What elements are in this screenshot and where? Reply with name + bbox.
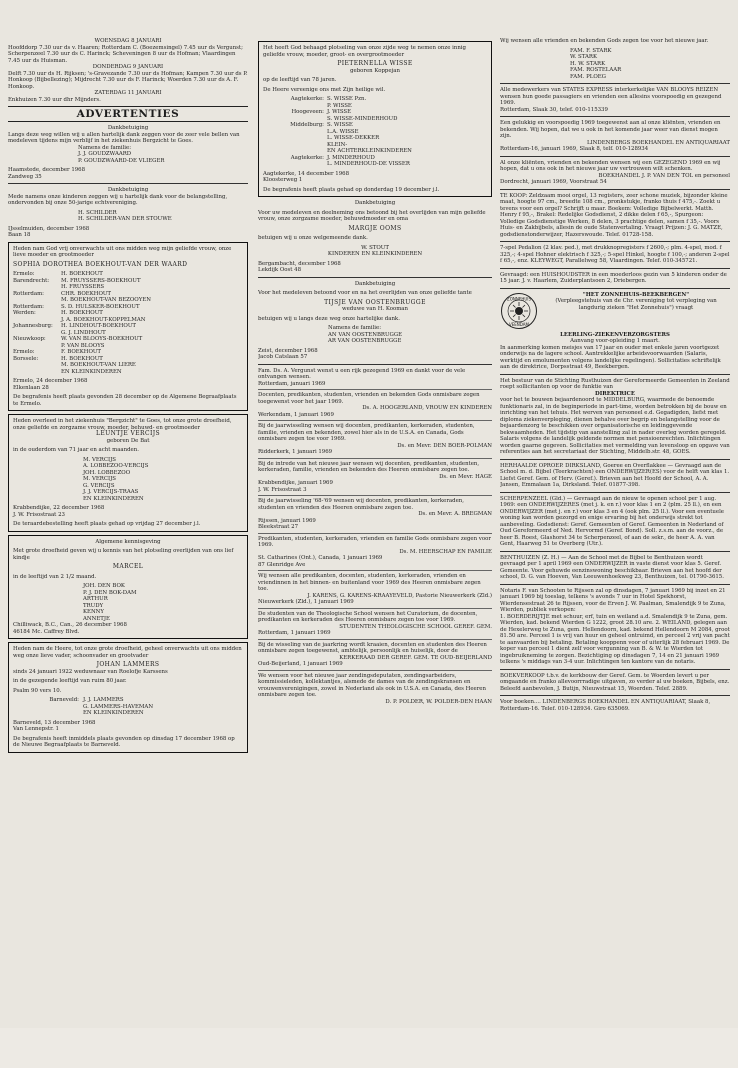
family-name: EN KLEINKINDEREN — [83, 710, 144, 716]
notice-name: H. SCHILDER — [78, 209, 117, 216]
ad-text: HERHAALDE OPROEP. DIRKSLAND, Goeree en Overflakkee — Gevraagd aan de School m. d. Bijbel (Teerkrachten) een ONDERWIJZER(ES) voor de helft van klas 1. Liefst Geref. Gem. of Herv. (Geref.). Brieven aan het Hoofd der School, A. A. Jansen, Emmalaan 1a, Dirksland. Telef. 01877-398. — [500, 462, 730, 488]
ad-sign: Ds. M. HEERSCHAP EN FAMILIE — [399, 548, 492, 555]
notice-burial: De begrafenis heeft plaats gehad op donderdag 19 december j.l. — [263, 186, 440, 193]
family-place: Werden: — [13, 310, 36, 316]
notice-name: KINDEREN EN KLEINKINDEREN — [327, 251, 423, 257]
ad-heading: "HET ZONNEHUIS-BEEKBERGEN" — [582, 291, 690, 298]
family-name: FAM. PLOEG — [570, 73, 606, 80]
ad-lindenbergs — [500, 120, 730, 153]
new-year-wishes — [258, 368, 492, 706]
notice-name: W. STOUT — [361, 244, 389, 251]
family-name: G. VERCIJS — [83, 482, 115, 489]
thanks-notice-goudzwaard — [8, 125, 248, 180]
family-name: H. BOEKHOUT — [61, 271, 103, 277]
notice-place: IJsselmuiden, december 1968 — [8, 225, 90, 232]
family-name: W. STARK — [570, 54, 597, 60]
notice-title: Dankbetuiging — [354, 280, 396, 287]
family-name: H. BOEKHOUT — [61, 310, 103, 316]
ad-sign: Ds. en Mevr. HAGE — [439, 473, 492, 480]
death-notice-vercijs — [8, 414, 248, 532]
family-name: A. LOBBEZOO-VERCIJS — [83, 463, 149, 469]
ad-sign: J. KARENS, G. KARENS-KRAAYEVELD, Pastorie Nieuwerkerk (Zld.) — [307, 592, 492, 599]
family-name: FAM. F. STARK — [570, 47, 612, 54]
ad-text: BOEKVERKOOP t.b.v. de kerkbouw der Geref. Gem. te Woerden levert u per omgaande en franko allevoorrradige uitgaven, zo verder al uw boeken, Bijbels, enz. Beleefd aanbevolen, J. Butijn, Nieuwstraat 15, Woerden. Telef. 2889. — [500, 672, 730, 692]
deceased-name: LEUNTJE VERCIJS — [95, 430, 161, 437]
notice-name: AN VAN OOSTENBRUGGE — [328, 331, 403, 338]
deceased-age: op de leeftijd van 78 jaren. — [263, 77, 337, 83]
deceased-name: SOPHIA DOROTHEA BOEKHOUT-VAN DER WAARD — [13, 260, 188, 268]
death-notice-marcel — [8, 535, 248, 640]
ad-place: Rotterdam, januari 1969 — [258, 380, 326, 387]
ad-place: St. Catharines (Ont.), Canada, 1 januari 1969 — [258, 555, 383, 561]
family-name: L. MINDERHOUD-DE VISSER — [327, 161, 410, 167]
family-place: Hoogeveen: — [291, 109, 324, 115]
family-name: J. MINDERHOUD — [327, 154, 375, 161]
family-name: S. WISSE — [327, 122, 353, 128]
deceased-name: MARCEL — [112, 563, 144, 570]
ad-zonnehuis — [500, 292, 730, 371]
ad-benthuizen — [500, 555, 730, 581]
wish-ad — [258, 368, 492, 388]
notice-place: Zeist, december 1968 — [258, 347, 318, 354]
ad-text: Docenten, predikanten, studenten, vrienden en bekenden Gods onmisbare zegen toegewenst voor het jaar 1969. — [258, 392, 480, 405]
deceased-sub: weduwe van H. Kooman — [342, 306, 408, 312]
notice-name: H. SCHILDER-VAN DER STOUWE — [78, 216, 172, 222]
seal-bottom-text: VEENDAM — [509, 321, 529, 327]
wish-ad — [258, 423, 492, 456]
ad-huishoudster — [500, 272, 730, 285]
notice-intro: Heden nam de Heere, tot onze grote droefheid, geheel onverwachts uit ons midden weg onze lieve vader, schoonvader en grootvader — [13, 646, 242, 659]
notice-text: Voor uw medeleven en deelneming ons betoond bij het overlijden van mijn geliefde vrouw, onze zorgzame moeder, behuwdmoeder en oma — [258, 209, 486, 222]
ad-place: Rijssen, januari 1969 — [258, 517, 316, 524]
family-name: L.A. WISSE — [327, 128, 359, 135]
schedule-day: WOENSDAG 8 JANUARI — [94, 38, 162, 44]
family-place: Rotterdam: — [13, 303, 44, 310]
thanks-notice-ooms — [258, 200, 492, 274]
ad-boekverkoop — [500, 673, 730, 693]
notice-by: Namens de familie: — [328, 325, 382, 331]
ad-addr: Dordrecht, januari 1969, Voorstraat 54 — [500, 179, 607, 185]
ad-sign: LINDENBERGS BOEKHANDEL EN ANTIQUARIAAT — [586, 139, 730, 146]
wish-ad — [258, 611, 492, 637]
family-place: Borssele: — [13, 355, 39, 362]
family-name: TRUDY — [83, 602, 104, 609]
death-notice-wisse — [258, 41, 492, 197]
notice-addr: J. W. Frisostraat 23 — [13, 511, 65, 518]
family-name: JOH. DEN BOK — [83, 583, 125, 589]
notice-addr: Van Lennepstr. 1 — [13, 726, 59, 732]
notice-name: AR VAN OOSTENBRUGGE — [328, 338, 402, 344]
notice-name: P. GOUDZWAARD-DE VLIEGER — [78, 157, 165, 164]
ad-place: Oud-Beijerland, 1 januari 1969 — [258, 661, 343, 667]
family-place — [281, 161, 327, 168]
death-notice-boekhout — [8, 242, 248, 412]
ad-text: voor het te bouwen bejaardenoord te MIDDELBURG, waarmede de benoemde funktionaris zal, in de beginperiode in part-time, worden betrokken bij de bouw en inrichting van het tehuis. Het werven van personeel e.d. Gegadigden, liefst met diploma ziekenverpleging, dienen behalve over begrip en belangstelling voor de bejaardenzorg te beschikken over organisatorische en leidinggevende bekwaamheden. Het tijdstip van aanstelling zal in nader overleg worden geregeld. Salaris volgens de landelijk geldende normen met pensioenrechten. Inlichtingen worden gaarne gegeven. Sollicitaties met vermelding van levensloop en opgave van referenties aan het secretariaat der Stichting, Middelb.str. 48, GOES. — [500, 397, 730, 455]
ad-sign: Ds. en Mevr. A. BREGMAN — [418, 511, 492, 517]
ad-place: Ridderkerk, 1 januari 1969 — [258, 449, 333, 455]
ad-text: 1. BOERDERIJTJE met schuur, erf, tuin en weiland a.d. Smalendijk 9 te Zuna, gem. Wierden, kad. bekend Wierden G 1222, groot 28.10 are. 2. WEILAND, gelegen aan de Hexelerweg te Zuna, gem. Hellendoorn, kad. bekend Hellendoorn M 2084, groot 81.50 are. Perceel 1 is vrij van huur en geheel ontruimd, en perceel 2 vrij van pacht te aanvaarden bij betaling. Betaling kooppenn voor of uiterlijk 28 februari 1969. De koper van perceel 1 dient zelf voor vergunning van B. & W. te Wierden tot ingebruikneming te zorgen. Bezichtiging op dinsdagen 7, 14 en 21 januari 1969 telkens 's middags van 3-4 uur. Inlichtingen ten kantore van de notaris. — [500, 613, 730, 665]
ad-addr: Rotterdam, Slaak 30, telef. 010-115339 — [500, 106, 608, 113]
family-name: J. WISSE — [327, 109, 352, 115]
ad-text: Predikanten, studenten, kerkeraden, vrienden en familie Gods onmisbare zegen voor 1969. — [258, 535, 491, 548]
family-name: EN KLEINKINDEREN — [61, 368, 122, 375]
notice-text: Voor het medeleven betoond voor en na het overlijden van onze geliefde tante — [258, 290, 472, 296]
ad-text: Het bestuur van de Stichting Rusthuizen der Gereformeerde Gemeenten in Zeeland roept sollicitanten op voor de funktie van — [500, 377, 730, 390]
family-name: H. W. STARK — [570, 60, 606, 67]
notice-addr: Zandweg 35 — [8, 173, 42, 180]
ad-addr: Rotterdam-16, januari 1969, Slaak 8, telf. 010-128934 — [500, 146, 649, 152]
notice-name: J. J. GOUDZWAARD — [78, 151, 132, 157]
family-name: M. BOEKHOUT-VAN LIERE — [61, 362, 136, 368]
notice-addr: Kloosterweg 1 — [263, 177, 303, 183]
notice-intro: Met grote droefheid geven wij u kennis van het plotseling overlijden van ons lief kindje — [13, 548, 234, 561]
ad-sign: Ds. en Mevr. DEN BOER-POLMAN — [397, 442, 492, 449]
ad-place: Nieuwerkerk (Zld.), 1 januari 1969 — [258, 599, 354, 605]
family-name: S. WISSE Pzn. — [327, 96, 367, 102]
notice-addr: Elkenlaan 28 — [13, 384, 49, 391]
ad-text: Gevraagd: een HUISHOUDSTER in een moederloos gezin van 5 kinderen onder de 15 jaar. J. v. Haarlem, Zuiderplantsoen 2, Driebergen. — [500, 271, 727, 284]
ad-addr: J. W. Frisostraat 3 — [258, 486, 307, 493]
family-name: H. BOEKHOUT — [61, 355, 103, 362]
family-name: G. LAMMERS-HAVEMAN — [83, 703, 154, 710]
deceased-age: in de leeftijd van 2 1/2 maand. — [13, 573, 97, 580]
ad-text: Al onze kliënten, vrienden en bekenden wensen wij een GEZEGEND 1969 en wij hopen, dat u ons ook in het nieuwe jaar uw vertrouwen wilt schenken. — [500, 159, 721, 172]
ad-text: In aanmerking komen meisjes van 17 jaar en ouder met enkele jaren voortgezet onderwijs na de lagere school. Aantrekkelijke arbeidsvoorwaarden (Salaris, werktijd en emolumenten volgens landelijke regelingen). Sollicitaties schriftelijk aan de direktrice, Dorpsstraat 49, Beekbergen. — [500, 344, 721, 370]
thanks-notice-schilder — [8, 187, 248, 239]
family-name: M. FRUYSSERS-BOEKHOUT — [61, 277, 141, 284]
notice-text: betuigen wij u langs deze weg onze hartelijke dank. — [258, 315, 400, 322]
ad-sign: BOEKHANDEL J. P. VAN DEN TOL en personeel — [598, 172, 730, 179]
schedule-text: Hoofddorp 7.30 uur ds v. Haaren; Rotterdam C. (Boezemsingel) 7.45 uur ds Vergunst; Scherpenzeel 7.30 uur ds C. Harinck; Scheveningen 8 uur ds Hofman; Vlaardingen 7.45 uur ds Huisman. — [8, 44, 243, 64]
family-name: J. J. LAMMERS — [83, 697, 124, 703]
family-name: KLEIN- — [327, 141, 348, 148]
ad-text: BENTHUIZEN (Z. H.) — Aan de School met de Bijbel te Benthuizen wordt gevraagd per 1 april 1969 een ONDERWIJZER in vaste dienst voor klas 5. Geref. Gemeente. Voor gehuwde eenzinswoning beschikbaar. Brieven aan het hoofd der school, D. G. van Hoeven, Van Leeuwenhoekweg 23, Benthuizen, tel. 01790-3615. — [500, 554, 724, 580]
ad-text: Bij de intrede van het nieuwe jaar wensen wij docenten, predikanten, studenten, kerkeraden, familie, vrienden en bekenden des Heeren onmisbare zegen toe. — [258, 460, 480, 473]
notice-addr: Jacob Catslaan 57 — [258, 354, 308, 360]
ad-text: Bij de wisseling van de jaarkring wordt kraaien, docenten en studenten des Heeren onmisbare zegen toegewenst, ambtelijk, persoonlijk en huiselijk, door de — [258, 641, 487, 654]
notice-burial: De begrafenis heeft plaats gevonden 28 december op de Algemene Begraafplaats te Ermelo. — [13, 394, 237, 407]
column-right — [500, 38, 730, 1020]
wish-ad — [258, 392, 492, 418]
ad-text: We wensen voor het nieuwe jaar zendingsdeputaten, zendingsarbeiders, kommissieleden, kollektantjes, alsmede de dames van de zendingskransen en vrouwenverenigingen, zowel in Nederland als ook in U.S.A. en Canada, des Heeren onmisbare zegen toe. — [258, 672, 486, 698]
family-name: H. LINDHOUT-BOEKHOUT — [61, 323, 136, 329]
ad-text: 7-spel Pedalion (2 klav. ped.), met drukknopregisters f 2600,-; plm. 4-spel, mod. f 325,-; 4-spel Hohner elektrisch f 325,-; 5-spel Hinkel, hoogte f 100,-; anderen 2-spel f 65,-, enz. KLEYWEGT, Parallelweg 58, Vlaardingen. Telef. 010-345721. — [500, 245, 730, 264]
ad-orgel-te-koop — [500, 193, 730, 239]
notice-place: Aagtekerke, 14 december 1968 — [263, 170, 350, 177]
family-name: ANNETJE — [83, 615, 110, 622]
notice-by: Namens de familie: — [78, 144, 132, 151]
death-notice-lammers — [8, 642, 248, 753]
ad-text: TE KOOP: Zeldzaam mooi orgel, 13 registers, zeer schone muziek, bijzonder kleine maat, hoogte 97 cm., breedte 108 cm., pronkstukje, franko thuis f 475,-. Zoekt u tevens voor een orgel? Schrijft u maar. Boekem: Volledige Bijbelwerkt. Matth. Henry f 95,-, Brakel: Redelijke Godsdienst, 2 dikke delen f 65,-, Spurgeon: Volledige Godsdienstige Werken, 8 delen, 3 prachtige delen, samen f 35,-. Voors Huis- en Zakbijbels, allesin de oude Statenvertaling. Vraagt Prijzen: J. G. MATZE, godsdienstonderwijzer, Hazerswoude. Telef. 01728-158. — [500, 192, 728, 238]
ad-sign: STUDENTEN THEOLOGISCHE SCHOOL GEREF. GEM. — [339, 623, 492, 630]
ad-text: Alle medewerkers van STATES EXPRESS interkerkelijke VAN BLOOYS REIZEN wensen hun goede passagiers en vrienden een allesins voorspoedig en gezegend 1969. — [500, 87, 722, 106]
ad-text: SCHERPENZEEL (Gld.) — Gevraagd aan de nieuw te openen school per 1 aug. 1969: een ONDERWIJZERES (met j. k. en r.) voor klas 1 en 2 (plm. 25 ll.), en een ONDERWIJZER (met j. en r.) voor klas 3 en 4 (ook plm. 25 ll.). Voor een eventuele woning kan worden gezorgd en enige ervaring bij het onderwijs strekt tot aanbeveling. Godsdienst: Geref. Gemeenten of Geref. Gemeenten in Nederland of Oud Gereformeerd of Ned. Hervormd (Geref. Bond). Soll. z.s.m. aan de voorz., de heer B. Roest, Glashorst 34 te Scherpenzeel, of aan de sekr., de heer A. A. van Gent, Haarweg 51 te Overberg (Utr.). — [500, 495, 724, 547]
schedule-text: Enkhuizen 7.30 uur dhr Mijnders. — [8, 96, 101, 103]
family-name: JOH. LOBBEZOO — [83, 469, 131, 476]
ad-sign: KERKERAAD DER GEREF. GEM. TE OUD-BEIJERLAND — [339, 654, 492, 661]
ad-text: De studenten van de Theologische School wensen het Curatorium, de docenten, predikanten en kerkeraden des Heeren onmisbare zegen toe voor 1969. — [258, 610, 478, 623]
ad-text: Fam. Ds. A. Vergunst wenst u een rijk gezegend 1969 en dankt voor de vele ontvangen wensen. — [258, 367, 466, 380]
notice-title: Algemene kennisgeving — [95, 538, 161, 545]
family-name: S. D. HULSKER-BOEKHOUT — [61, 303, 140, 310]
ad-pedalion — [500, 245, 730, 265]
ad-sign: D. P. POLDER, W. POLDER-DEN HAAN — [385, 698, 492, 705]
seal-top-text: ZONNEHUIS — [506, 296, 532, 301]
ad-text: Bij de jaarwisseling '68-'69 wensen wij docenten, predikanten, kerkeraden, studenten en vrienden des Heeren onmisbare zegen toe. — [258, 498, 464, 511]
deceased-born: geboren Koppejan — [350, 67, 400, 74]
deceased-name: PIETERNELLA WISSE — [337, 60, 413, 67]
ad-place: Rotterdam, 1 januari 1969 — [258, 630, 331, 636]
notice-title: Dankbetuiging — [354, 200, 396, 206]
family-name: S. WISSE-MINDERHOUD — [327, 115, 398, 122]
ad-lindenbergs-boeken — [500, 699, 730, 712]
notice-text: Langs deze weg willen wij u allen hartelijk dank zeggen voor de zeer vele bellen van medeleven tijdens mijn verblijf in het ziekenhuis Bergzicht te Goes. — [8, 131, 240, 144]
family-name: M. VERCIJS — [83, 476, 116, 482]
notice-title: Dankbetuiging — [107, 125, 149, 131]
ad-notaris — [500, 588, 730, 666]
family-name: M. VERCIJS — [83, 456, 116, 463]
family-place: Johannesburg: — [13, 323, 53, 329]
family-name: P. VAN BLOOYS — [61, 342, 105, 349]
family-name: CHR. BOEKHOUT — [61, 290, 112, 297]
church-schedule — [8, 38, 248, 103]
ad-place: Krabbendijke, januari 1969 — [258, 480, 333, 486]
deceased-name: MARGJE OOMS — [348, 224, 402, 232]
ad-text: Voor boeken.... LINDENBERGS BOEKHANDEL EN ANTIQUARIAAT, Slaak 8, Rotterdam-16. Telef. 010-128934. Giro 635069. — [500, 699, 711, 712]
ad-rusthuizen-direktrice — [500, 378, 730, 456]
notice-place: Barneveld, 13 december 1968 — [13, 719, 96, 726]
family-place: Barneveld: — [49, 697, 79, 703]
notice-title: Dankbetuiging — [107, 187, 149, 193]
ad-heading: LEERLING-ZIEKENVERZORGSTERS — [560, 331, 670, 338]
ad-text: Notaris F. van Schooten te Rijssen zal op dinsdagen, 7 januari 1969 bij inzet en 21 januari 1969 bij toeslag, telkens 's avonds 7 uur in Hotel Spekhorst, Wierdensestraat 26 te Rijssen, voor de Erven J. W. Paalman, Smalendijk 9 te Zuna, Wierden, publiek verkopen: — [500, 587, 726, 613]
family-place — [13, 369, 61, 376]
ad-heading: DIREKTRICE — [595, 390, 635, 397]
ad-states-express — [500, 87, 730, 113]
family-place: Rotterdam: — [13, 290, 44, 297]
notice-place: Ermelo, 24 december 1968 — [13, 378, 88, 384]
ad-text: Wij wensen alle vrienden en bekenden Gods zegen toe voor het nieuwe jaar. — [500, 38, 709, 44]
family-list — [263, 96, 487, 168]
family-name: L. WISSE-DEKKER — [327, 135, 380, 141]
wish-stark — [500, 38, 730, 80]
deceased-age: in de ouderdom van 71 jaar en acht maanden. — [13, 447, 139, 453]
notice-psalm: Psalm 90 vers 10. — [13, 687, 62, 694]
notice-place: Krabbendijke, 22 december 1968 — [13, 505, 105, 511]
page-bottom-margin — [0, 1028, 738, 1068]
column-left — [8, 38, 248, 1020]
family-name: FAM. ROSTELAAR — [570, 67, 622, 73]
notice-place: Haamstede, december 1968 — [8, 167, 86, 173]
notice-intro: Heden nam God vrij onverwachts uit ons midden weg mijn geliefde vrouw, onze lieve moeder en grootmoeder — [13, 245, 232, 258]
family-name: H. FRUYSSERS — [61, 284, 105, 290]
deceased-born: geboren De Bat — [106, 437, 150, 444]
family-name: ARTHUR — [83, 596, 108, 602]
ad-text: (Verpleegstehuis van de Chr. vereniging tot verpleging van langdurig zieken "Het Zonnehuis") vraagt — [555, 298, 717, 311]
notice-psalm: De Heere vereenige ons met Zijn heilige wil. — [263, 86, 386, 93]
family-name: J. A. BOEKHOUT-KOPPELMAN — [61, 316, 146, 323]
deceased-name: TIJSJE VAN OOSTENBRUGGE — [324, 298, 426, 306]
ad-van-den-tol — [500, 160, 730, 186]
notice-burial: De begrafenis heeft inmiddels plaats gevonden op dinsdag 17 december 1968 op de Nieuwe Begraafplaats te Barneveld. — [13, 735, 235, 748]
family-place: Aagtekerke: — [290, 96, 324, 102]
notice-addr: Baan 18 — [8, 232, 31, 238]
ad-place: Werkendam, 1 januari 1969 — [258, 411, 334, 418]
wish-ad — [258, 536, 492, 569]
notice-addr: Lekdijk Oost 48 — [258, 267, 302, 273]
advertenties-heading: ADVERTENTIES — [8, 106, 248, 122]
deceased-age: in de gezegende leeftijd van ruim 80 jaar. — [13, 678, 127, 684]
ad-text: Wij wensen alle predikanten, docenten, studenten, kerkeraden, vrienden en vriendinnen in het binnen- en buitenland voor 1969 des Heeren onmisbare zegen toe. — [258, 573, 481, 592]
deceased-sub: sinds 24 januari 1922 weduwnaar van Roelofje Karssens — [13, 668, 168, 675]
schedule-text: Delft 7.30 uur ds H. Rijksen; 's-Gravezande 7.30 uur ds Hofman; Kampen 7.30 uur ds P. Honkoop (Bijbellezing); Mijdrecht 7.30 uur ds F. Harinck; Woerden 7.30 uur ds A. F. Honkoop. — [8, 70, 248, 90]
family-place: Ermelo: — [13, 349, 35, 355]
notice-intro: Het heeft God behaagd plotseling van onze zijde weg te nemen onze innig geliefde vrouw, moeder, groot- en overgrootmoeder — [263, 45, 466, 58]
family-name: G. J. LINDHOUT — [61, 329, 106, 336]
family-name: EN ACHTERKLEINKINDEREN — [327, 148, 412, 154]
ad-text: Een gelukkig en voorspoedig 1969 toegewenst aan al onze kliënten, vrienden en bekenden. Wij hopen, dat we u ook in het komende jaar weer van dienst mogen zijn. — [500, 120, 721, 139]
wish-ad — [258, 642, 492, 668]
schedule-day: ZATERDAG 11 JANUARI — [94, 90, 162, 96]
ad-dirksland — [500, 463, 730, 489]
family-name: M. BOEKHOUT-VAN BEZOOYEN — [61, 297, 151, 303]
notice-place: Bergambacht, december 1968 — [258, 260, 341, 267]
family-name: F. BOEKHOUT — [61, 349, 102, 355]
notice-text: Mede namens onze kinderen zeggen wij u hartelijk dank voor de belangstelling, ondervonden bij onze 50-jarige echtvereniging. — [8, 193, 228, 206]
notice-place: Chilliwack, B.C., Can., 26 december 1968 — [13, 622, 127, 628]
wish-ad — [258, 498, 492, 531]
family-name: KENNY — [83, 609, 104, 615]
schedule-day: DONDERDAG 9 JANUARI — [92, 64, 164, 70]
ad-sign: Ds. A. HOOGERLAND, VROUW EN KINDEREN — [362, 405, 492, 411]
family-name: EN KLEINKINDEREN — [83, 495, 144, 502]
notice-addr: 46184 Mc. Caffrey Blvd. — [13, 628, 80, 635]
ad-scherpenzeel — [500, 496, 730, 548]
family-place: Nieuwkoop: — [13, 336, 46, 342]
family-place: Middelburg: — [290, 122, 324, 128]
family-place: Aagtekerke: — [290, 154, 324, 161]
ad-addr: 87 Glenridge Ave — [258, 561, 306, 568]
ad-text: Aanvang voor-opleiding 1 maart. — [570, 338, 660, 344]
thanks-notice-oostenbrugge — [258, 281, 492, 361]
ad-text: Bij de jaarwisseling wensen wij docenten, predikanten, kerkeraden, studenten, familie, vrienden en bekenden, zowel hier als in de U.S.A. en Canada, Gods onmisbare zegen toe voor 1969. — [258, 423, 475, 442]
wish-ad — [258, 673, 492, 706]
family-name: W. VAN BLOOYS-BOEKHOUT — [61, 336, 143, 342]
notice-text: betuigen wij u onze welgemeende dank. — [258, 235, 368, 241]
family-name: P. J. DEN BOK-DAM — [83, 589, 137, 596]
zonnehuis-seal-icon — [500, 292, 538, 330]
wish-ad — [258, 461, 492, 494]
family-list — [13, 271, 243, 375]
family-place: Barendrecht: — [13, 277, 50, 284]
family-name: J. J. VERCIJS-TRAAS — [83, 489, 139, 495]
wish-ad — [258, 573, 492, 606]
notice-burial: De teraardebestelling heeft plaats gehad op vrijdag 27 december j.l. — [13, 521, 201, 527]
ad-addr: Bleekstraat 27 — [258, 524, 299, 530]
family-place: Ermelo: — [13, 271, 35, 277]
column-middle — [258, 38, 492, 1020]
deceased-name: JOHAN LAMMERS — [96, 661, 160, 668]
family-name: P. WISSE — [327, 102, 352, 109]
notice-intro: Heden overleed in het ziekenhuis "Bergzicht" te Goes, tot onze grote droefheid, onze geliefde en zorgzame vrouw, moeder, behuwd- en grootmoeder — [13, 418, 232, 431]
